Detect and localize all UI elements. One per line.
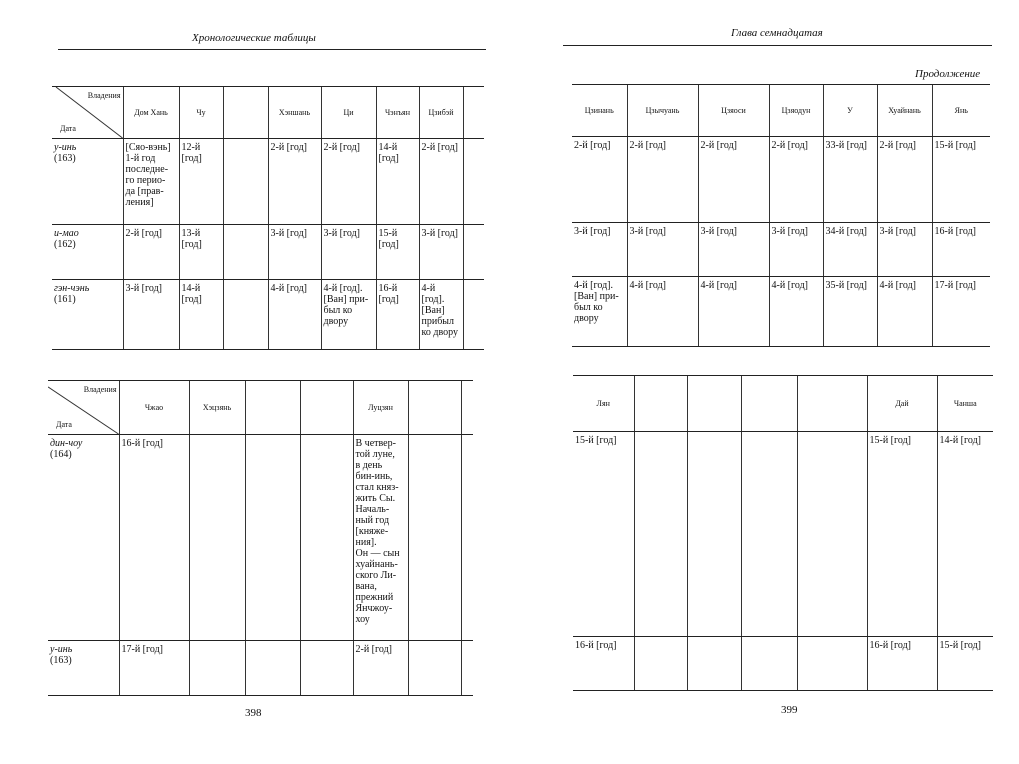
- table-cell: 4-й [год]. [Ван] прибыл ко двору: [419, 280, 463, 350]
- right-table-2: [573, 375, 993, 691]
- corner-bottom-label: Дата: [56, 420, 72, 429]
- table-cell: [223, 225, 268, 280]
- column-header: Дай: [867, 376, 937, 432]
- table-cell: 4-й [год]: [268, 280, 321, 350]
- table-cell: 3-й [год]: [572, 223, 627, 277]
- table-cell: 2-й [год]: [321, 139, 376, 225]
- corner-top-label: Владения: [83, 385, 117, 394]
- table-cell: [245, 641, 300, 696]
- table-cell: 16-й [год]: [932, 223, 990, 277]
- table-cell: 4-й [год]: [698, 277, 769, 347]
- table-cell: [634, 637, 687, 691]
- table-cell: 4-й [год]: [877, 277, 932, 347]
- table-row: [48, 641, 473, 696]
- column-header: Чжао: [119, 381, 189, 435]
- table-cell: [463, 139, 484, 225]
- corner-bottom-label: Дата: [60, 124, 76, 133]
- table-cell: 34-й [год]: [823, 223, 877, 277]
- column-header: Чу: [179, 87, 223, 139]
- table-cell: 4-й [год]: [769, 277, 823, 347]
- column-header: [463, 87, 484, 139]
- date-cell: [52, 280, 123, 350]
- table-cell: 2-й [год]: [572, 137, 627, 223]
- table-cell: [189, 435, 245, 641]
- column-header: [223, 87, 268, 139]
- table-row: [52, 225, 484, 280]
- corner-top-label: Владения: [87, 91, 121, 100]
- table-cell: 3-й [год]: [321, 225, 376, 280]
- table-cell: 2-й [год]: [769, 137, 823, 223]
- table-cell: [634, 432, 687, 637]
- left-table-2: [48, 380, 473, 696]
- table-cell: 3-й [год]: [877, 223, 932, 277]
- year-label: (164): [50, 449, 72, 460]
- column-header: [300, 381, 353, 435]
- table-cell: 4-й [год]. [Ван] при- был ко двору: [572, 277, 627, 347]
- column-header: [634, 376, 687, 432]
- table-cell: 2-й [год]: [627, 137, 698, 223]
- running-title-right: Глава семнадцатая: [731, 27, 823, 39]
- column-header: [797, 376, 867, 432]
- table-cell: 13-й [год]: [179, 225, 223, 280]
- left-table-1: [52, 86, 484, 350]
- table-cell: 14-й [год]: [376, 139, 419, 225]
- table-row: [572, 277, 990, 347]
- cyclical-date: у-инь: [54, 142, 77, 153]
- table-cell: 4-й [год]. [Ван] при- был ко двору: [321, 280, 376, 350]
- page-number-right: 399: [781, 704, 798, 716]
- table-cell: 15-й [год]: [937, 637, 993, 691]
- column-header: [461, 381, 473, 435]
- table-cell: 35-й [год]: [823, 277, 877, 347]
- left-page: [0, 0, 500, 764]
- year-label: (161): [54, 294, 76, 305]
- date-cell: [52, 139, 123, 225]
- cyclical-date: у-инь: [50, 644, 73, 655]
- continuation-label: Продолжение: [915, 68, 981, 80]
- column-header: Луцзян: [353, 381, 408, 435]
- year-label: (163): [50, 655, 72, 666]
- table-cell: 2-й [год]: [698, 137, 769, 223]
- table-row: [572, 137, 990, 223]
- column-header: Ци: [321, 87, 376, 139]
- table-cell: 17-й [год]: [932, 277, 990, 347]
- table-cell: [300, 641, 353, 696]
- table-cell: [687, 637, 741, 691]
- column-header: Цзибэй: [419, 87, 463, 139]
- table-cell: 3-й [год]: [627, 223, 698, 277]
- table-cell: 16-й [год]: [119, 435, 189, 641]
- table-cell: [741, 432, 797, 637]
- table-cell: 17-й [год]: [119, 641, 189, 696]
- column-header: Чэнъян: [376, 87, 419, 139]
- table-cell: 3-й [год]: [698, 223, 769, 277]
- column-header: Хуайнань: [877, 85, 932, 137]
- column-header: Дом Хань: [123, 87, 179, 139]
- running-title-left: Хронологические таблицы: [192, 32, 316, 44]
- table-row: [573, 432, 993, 637]
- cyclical-date: и-мао: [54, 228, 79, 239]
- column-header: Цзычуань: [627, 85, 698, 137]
- table-cell: [408, 435, 461, 641]
- column-header: Чанша: [937, 376, 993, 432]
- table-row: [52, 280, 484, 350]
- column-header: Цзяоси: [698, 85, 769, 137]
- column-header: Янь: [932, 85, 990, 137]
- table-cell: [461, 641, 473, 696]
- table-row: [573, 637, 993, 691]
- column-header: У: [823, 85, 877, 137]
- table-cell: 33-й [год]: [823, 137, 877, 223]
- column-header: Хэншань: [268, 87, 321, 139]
- page-number-left: 398: [245, 707, 262, 719]
- table-cell: 12-й [год]: [179, 139, 223, 225]
- cyclical-date: гэн-чэнь: [54, 283, 90, 294]
- table-row: [572, 223, 990, 277]
- column-header: [408, 381, 461, 435]
- table-cell: [Сяо-вэнь] 1-й год последне- го перио- да [прав- ления]: [123, 139, 179, 225]
- table-cell: 15-й [год]: [932, 137, 990, 223]
- column-header: Цзяодун: [769, 85, 823, 137]
- table-cell: 15-й [год]: [573, 432, 634, 637]
- date-cell: [48, 435, 119, 641]
- table-cell: [245, 435, 300, 641]
- column-header: [687, 376, 741, 432]
- table-cell: 2-й [год]: [419, 139, 463, 225]
- column-header: [741, 376, 797, 432]
- table-cell: [741, 637, 797, 691]
- table-cell: [463, 225, 484, 280]
- table-cell: [189, 641, 245, 696]
- year-label: (163): [54, 153, 76, 164]
- table-cell: 16-й [год]: [376, 280, 419, 350]
- table-cell: 15-й [год]: [867, 432, 937, 637]
- date-cell: [48, 641, 119, 696]
- table-cell: [797, 432, 867, 637]
- date-cell: [52, 225, 123, 280]
- table-cell: 3-й [год]: [419, 225, 463, 280]
- table-cell: 2-й [год]: [123, 225, 179, 280]
- right-table-1: [572, 84, 990, 347]
- table-cell: 14-й [год]: [179, 280, 223, 350]
- table-cell: [300, 435, 353, 641]
- table-cell: [223, 139, 268, 225]
- table-row: [48, 435, 473, 641]
- table-cell: [461, 435, 473, 641]
- table-cell: 4-й [год]: [627, 277, 698, 347]
- table-cell: 2-й [год]: [877, 137, 932, 223]
- column-header: [245, 381, 300, 435]
- table-cell: 14-й [год]: [937, 432, 993, 637]
- table-row: [52, 139, 484, 225]
- right-page: [505, 0, 1019, 764]
- table-cell: 16-й [год]: [867, 637, 937, 691]
- table-cell: 2-й [год]: [268, 139, 321, 225]
- header-rule-right: [563, 45, 992, 46]
- table-cell: [463, 280, 484, 350]
- column-header: Лян: [573, 376, 634, 432]
- table-cell: 3-й [год]: [123, 280, 179, 350]
- table-cell: [408, 641, 461, 696]
- table-cell: 16-й [год]: [573, 637, 634, 691]
- table-cell: В четвер- той луне, в день бин-инь, стал княз- жить Сы. Началь- ный год [княже- ния]. Он — сын хуайнань- ского Ли- вана, прежний Янчжоу- хоу: [353, 435, 408, 641]
- column-header: Хэцзянь: [189, 381, 245, 435]
- table-cell: [687, 432, 741, 637]
- year-label: (162): [54, 239, 76, 250]
- corner-header: [48, 381, 119, 435]
- table-cell: [797, 637, 867, 691]
- cyclical-date: дин-чоу: [50, 438, 83, 449]
- table-cell: 15-й [год]: [376, 225, 419, 280]
- table-cell: 3-й [год]: [268, 225, 321, 280]
- table-cell: 2-й [год]: [353, 641, 408, 696]
- column-header: Цзинань: [572, 85, 627, 137]
- table-cell: [223, 280, 268, 350]
- table-cell: 3-й [год]: [769, 223, 823, 277]
- header-rule-left: [58, 49, 486, 50]
- corner-header: [52, 87, 123, 139]
